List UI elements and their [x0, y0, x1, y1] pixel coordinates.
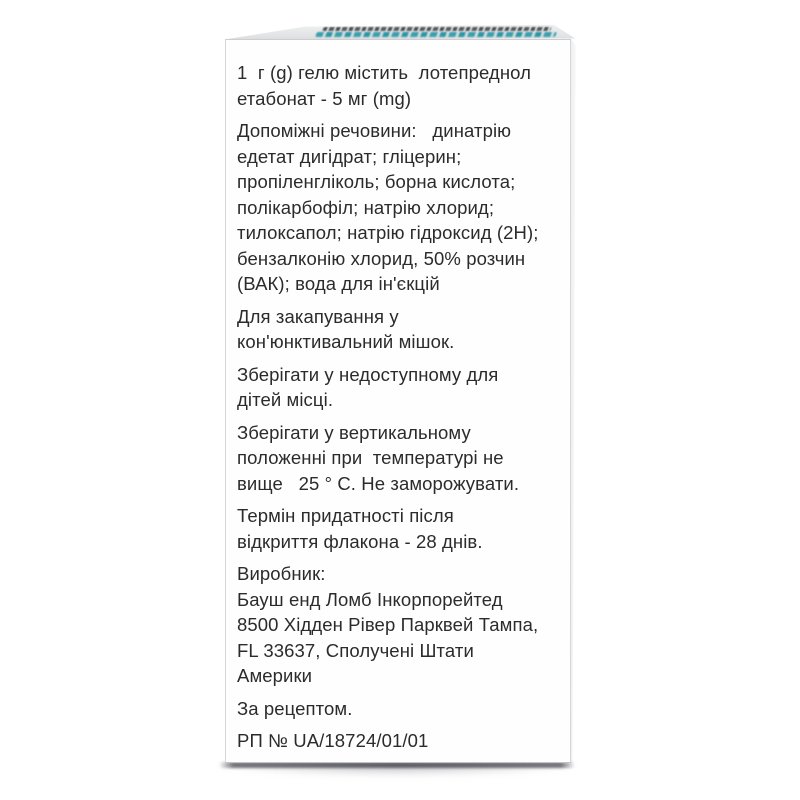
panel-text-line: етабонат - 5 мг (mg)	[237, 87, 412, 109]
section-registration-number	[237, 728, 556, 754]
panel-text-line: бензалконію хлорид, 50% розчин	[237, 247, 526, 269]
panel-text-line: 1 г (g) гелю містить лотепреднол	[237, 62, 532, 83]
top-blurred-print-teal	[315, 32, 557, 37]
panel-text-line: пропіленгліколь; борна кислота;	[237, 171, 516, 192]
panel-text-line: Виробник:	[237, 563, 326, 584]
panel-text-line: Америки	[237, 665, 313, 686]
panel-text-line: FL 33637, Сполучені Штати	[237, 639, 474, 661]
box-front-panel	[225, 39, 571, 763]
panel-text-line: Допоміжні речовини: динатрію	[237, 120, 512, 141]
panel-text-line: кон'юнктивальний мішок.	[237, 331, 455, 352]
panel-text-line: відкриття флакона - 28 днів.	[237, 530, 483, 552]
panel-text-line: Зберігати у вертикальному	[237, 421, 471, 443]
panel-text-line: Для закапування у	[237, 305, 399, 327]
panel-text-line: РП № UA/18724/01/01	[237, 730, 429, 751]
top-blurred-print-dark	[322, 27, 551, 31]
section-administration	[237, 304, 556, 355]
section-manufacturer	[237, 561, 556, 689]
panel-text-line: едетат дигідрат; гліцерин;	[237, 145, 462, 167]
panel-text-line: дітей місці.	[237, 389, 334, 410]
panel-text-line: вище 25 ° С. Не заморожувати.	[237, 472, 520, 494]
section-child-safety	[237, 362, 556, 413]
panel-text-line: Термін придатності після	[237, 505, 454, 526]
section-prescription-status	[237, 696, 556, 722]
section-shelf-life	[237, 503, 556, 554]
panel-text-line: За рецептом.	[237, 697, 353, 719]
panel-text-line: полікарбофіл; натрію хлорид;	[237, 196, 495, 218]
panel-text-line: (ВАК); вода для ін'єкцій	[237, 273, 440, 294]
panel-text-line: Бауш енд Ломб Інкорпорейтед	[237, 588, 503, 610]
panel-text-line: 8500 Хідден Рівер Парквей Тампа,	[237, 614, 539, 635]
section-composition	[237, 60, 556, 111]
panel-text-line: положенні при температурі не	[237, 447, 504, 468]
section-storage-conditions	[237, 420, 556, 497]
panel-text-line: тилоксапол; натрію гідроксид (2Н);	[237, 222, 539, 243]
section-excipients	[237, 118, 556, 297]
panel-text-line: Зберігати у недоступному для	[237, 363, 499, 385]
